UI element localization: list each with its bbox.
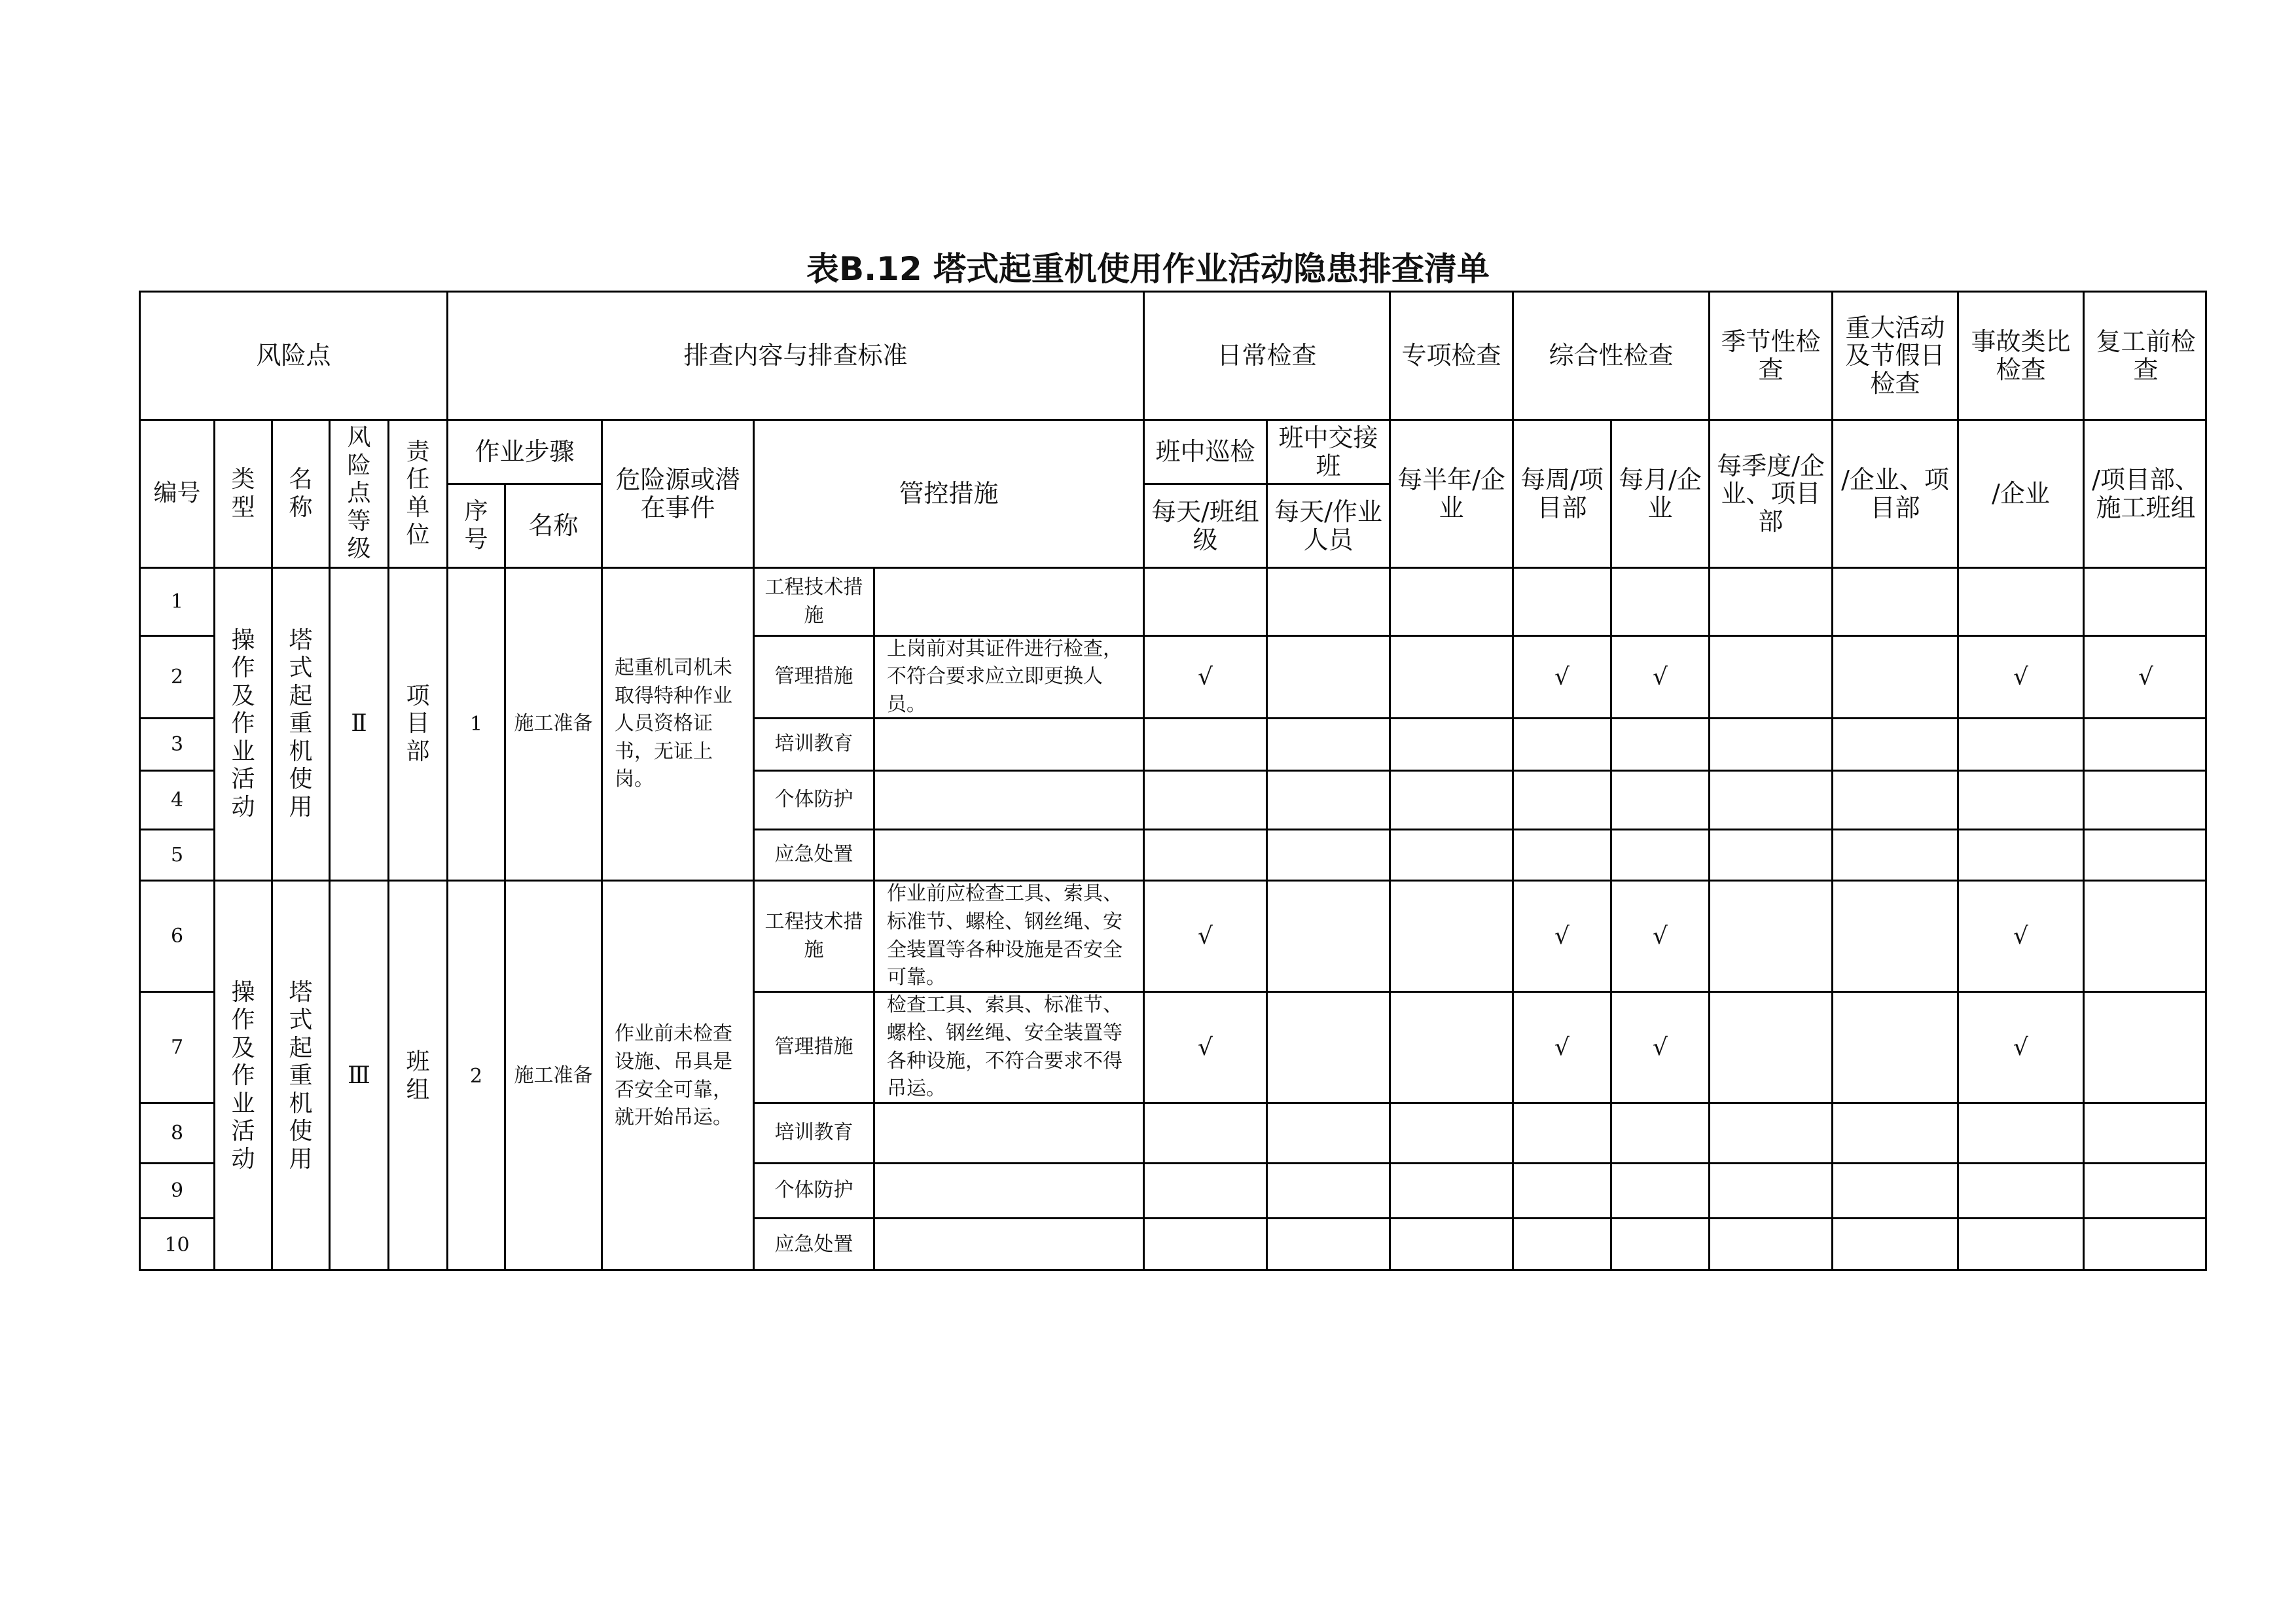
header-comprehensive-check: 综合性检查	[1512, 291, 1708, 419]
check-comp-weekly-cell	[1512, 770, 1610, 829]
measure-description	[873, 1162, 1143, 1217]
check-special-cell	[1389, 829, 1512, 880]
check-seasonal-cell	[1708, 770, 1831, 829]
measure-description	[873, 567, 1143, 635]
check-resume-cell	[2083, 991, 2207, 1102]
check-resume-cell: √	[2083, 635, 2207, 717]
header-shift-patrol-freq: 每天/班组级	[1143, 483, 1266, 567]
check-seasonal-cell	[1708, 1162, 1831, 1217]
row-number: 9	[139, 1162, 213, 1217]
responsible-unit: 项目部	[387, 567, 446, 880]
check-special-cell	[1389, 635, 1512, 717]
risk-level: Ⅲ	[329, 880, 387, 1271]
check-seasonal-cell	[1708, 991, 1831, 1102]
check-holiday-cell	[1831, 829, 1957, 880]
measure-description	[873, 770, 1143, 829]
row-number: 6	[139, 880, 213, 991]
check-seasonal-cell	[1708, 1217, 1831, 1271]
check-shift-handover-cell	[1266, 880, 1389, 991]
check-comp-monthly-cell	[1610, 1217, 1708, 1271]
step-name: 施工准备	[504, 567, 601, 880]
check-resume-cell	[2083, 567, 2207, 635]
check-shift-handover-cell	[1266, 991, 1389, 1102]
header-resume-check: 复工前检查	[2083, 291, 2207, 419]
check-special-cell	[1389, 880, 1512, 991]
check-shift-handover-cell	[1266, 1217, 1389, 1271]
check-comp-weekly-cell	[1512, 1102, 1610, 1162]
check-comp-monthly-cell	[1610, 1102, 1708, 1162]
check-accident-cell	[1957, 770, 2083, 829]
check-comp-weekly-cell	[1512, 567, 1610, 635]
header-comp-weekly: 每周/项目部	[1512, 419, 1610, 567]
check-resume-cell	[2083, 1102, 2207, 1162]
check-seasonal-cell	[1708, 567, 1831, 635]
header-accident-check: 事故类比检查	[1957, 291, 2083, 419]
check-special-cell	[1389, 717, 1512, 770]
measure-description	[873, 1102, 1143, 1162]
check-shift-patrol-cell	[1143, 829, 1266, 880]
check-holiday-cell	[1831, 567, 1957, 635]
check-seasonal-cell	[1708, 717, 1831, 770]
measure-category: 管理措施	[753, 635, 873, 717]
measure-description	[873, 1217, 1143, 1271]
row-number: 3	[139, 717, 213, 770]
check-accident-cell	[1957, 717, 2083, 770]
check-shift-handover-cell	[1266, 770, 1389, 829]
check-seasonal-cell	[1708, 1102, 1831, 1162]
check-comp-monthly-cell: √	[1610, 635, 1708, 717]
check-shift-patrol-cell	[1143, 1102, 1266, 1162]
row-number: 7	[139, 991, 213, 1102]
check-special-cell	[1389, 567, 1512, 635]
responsible-unit: 班组	[387, 880, 446, 1271]
row-number: 5	[139, 829, 213, 880]
measure-description	[873, 829, 1143, 880]
measure-category: 工程技术措施	[753, 567, 873, 635]
risk-type: 操作及作业活动	[213, 567, 271, 880]
check-special-cell	[1389, 1162, 1512, 1217]
header-seasonal-check: 季节性检查	[1708, 291, 1831, 419]
header-special-freq: 每半年/企业	[1389, 419, 1512, 567]
header-step-name: 名称	[504, 483, 601, 567]
check-comp-weekly-cell: √	[1512, 991, 1610, 1102]
header-seasonal-freq: 每季度/企业、项目部	[1708, 419, 1831, 567]
check-shift-handover-cell	[1266, 1102, 1389, 1162]
check-comp-weekly-cell	[1512, 1217, 1610, 1271]
check-special-cell	[1389, 1102, 1512, 1162]
row-number: 1	[139, 567, 213, 635]
check-accident-cell: √	[1957, 880, 2083, 991]
header-type: 类型	[213, 419, 271, 567]
header-special-check: 专项检查	[1389, 291, 1512, 419]
header-risk-point: 风险点	[139, 291, 446, 419]
row-number: 8	[139, 1102, 213, 1162]
header-risk-level: 风险点等级	[329, 419, 387, 567]
step-name: 施工准备	[504, 880, 601, 1271]
step-seq: 1	[446, 567, 504, 880]
check-holiday-cell	[1831, 880, 1957, 991]
header-holiday-freq: /企业、项目部	[1831, 419, 1957, 567]
measure-category: 应急处置	[753, 829, 873, 880]
header-shift-patrol: 班中巡检	[1143, 419, 1266, 483]
risk-name: 塔式起重机使用	[271, 567, 329, 880]
header-accident-freq: /企业	[1957, 419, 2083, 567]
check-holiday-cell	[1831, 770, 1957, 829]
header-daily-check: 日常检查	[1143, 291, 1389, 419]
check-holiday-cell	[1831, 991, 1957, 1102]
check-comp-monthly-cell	[1610, 770, 1708, 829]
check-accident-cell	[1957, 567, 2083, 635]
measure-description	[873, 717, 1143, 770]
measure-category: 培训教育	[753, 1102, 873, 1162]
check-accident-cell: √	[1957, 635, 2083, 717]
check-shift-handover-cell	[1266, 829, 1389, 880]
check-holiday-cell	[1831, 717, 1957, 770]
check-accident-cell	[1957, 1217, 2083, 1271]
hazard-description: 起重机司机未取得特种作业人员资格证书，无证上岗。	[601, 567, 753, 880]
header-hazard: 危险源或潜在事件	[601, 419, 753, 567]
check-comp-monthly-cell: √	[1610, 880, 1708, 991]
row-number: 4	[139, 770, 213, 829]
check-holiday-cell	[1831, 635, 1957, 717]
header-no: 编号	[139, 419, 213, 567]
check-resume-cell	[2083, 770, 2207, 829]
risk-level: Ⅱ	[329, 567, 387, 880]
measure-description: 作业前应检查工具、索具、标准节、螺栓、钢丝绳、安全装置等各种设施是否安全可靠。	[873, 880, 1143, 991]
header-work-steps: 作业步骤	[446, 419, 601, 483]
header-holiday-check: 重大活动及节假日检查	[1831, 291, 1957, 419]
check-resume-cell	[2083, 880, 2207, 991]
check-special-cell	[1389, 991, 1512, 1102]
check-shift-handover-cell	[1266, 1162, 1389, 1217]
header-name: 名称	[271, 419, 329, 567]
check-seasonal-cell	[1708, 880, 1831, 991]
row-number: 2	[139, 635, 213, 717]
measure-category: 个体防护	[753, 1162, 873, 1217]
measure-category: 个体防护	[753, 770, 873, 829]
header-resume-freq: /项目部、施工班组	[2083, 419, 2207, 567]
check-seasonal-cell	[1708, 635, 1831, 717]
header-responsible-unit: 责任单位	[387, 419, 446, 567]
check-shift-handover-cell	[1266, 635, 1389, 717]
check-resume-cell	[2083, 829, 2207, 880]
measure-description: 上岗前对其证件进行检查，不符合要求应立即更换人员。	[873, 635, 1143, 717]
check-accident-cell	[1957, 1162, 2083, 1217]
check-resume-cell	[2083, 1162, 2207, 1217]
check-comp-monthly-cell	[1610, 829, 1708, 880]
measure-category: 管理措施	[753, 991, 873, 1102]
check-comp-weekly-cell: √	[1512, 880, 1610, 991]
check-shift-patrol-cell: √	[1143, 991, 1266, 1102]
check-shift-patrol-cell	[1143, 567, 1266, 635]
check-shift-patrol-cell	[1143, 717, 1266, 770]
hazard-checklist-table	[139, 291, 2207, 1271]
check-comp-monthly-cell	[1610, 567, 1708, 635]
measure-category: 应急处置	[753, 1217, 873, 1271]
check-holiday-cell	[1831, 1102, 1957, 1162]
header-shift-handover-freq: 每天/作业人员	[1266, 483, 1389, 567]
check-seasonal-cell	[1708, 829, 1831, 880]
check-comp-weekly-cell: √	[1512, 635, 1610, 717]
check-shift-patrol-cell: √	[1143, 880, 1266, 991]
check-accident-cell	[1957, 1102, 2083, 1162]
check-resume-cell	[2083, 717, 2207, 770]
step-seq: 2	[446, 880, 504, 1271]
check-shift-patrol-cell	[1143, 770, 1266, 829]
check-comp-monthly-cell	[1610, 1162, 1708, 1217]
check-shift-patrol-cell: √	[1143, 635, 1266, 717]
risk-name: 塔式起重机使用	[271, 880, 329, 1271]
check-holiday-cell	[1831, 1217, 1957, 1271]
header-comp-monthly: 每月/企业	[1610, 419, 1708, 567]
risk-type: 操作及作业活动	[213, 880, 271, 1271]
measure-category: 工程技术措施	[753, 880, 873, 991]
check-accident-cell	[1957, 829, 2083, 880]
check-shift-patrol-cell	[1143, 1217, 1266, 1271]
check-comp-weekly-cell	[1512, 717, 1610, 770]
header-step-seq: 序号	[446, 483, 504, 567]
check-shift-patrol-cell	[1143, 1162, 1266, 1217]
check-special-cell	[1389, 770, 1512, 829]
check-special-cell	[1389, 1217, 1512, 1271]
header-inspection-content: 排查内容与排查标准	[446, 291, 1143, 419]
page-title: 表B.12 塔式起重机使用作业活动隐患排查清单	[806, 250, 1490, 288]
hazard-description: 作业前未检查设施、吊具是否安全可靠，就开始吊运。	[601, 880, 753, 1271]
check-shift-handover-cell	[1266, 717, 1389, 770]
measure-description: 检查工具、索具、标准节、螺栓、钢丝绳、安全装置等各种设施，不符合要求不得吊运。	[873, 991, 1143, 1102]
check-shift-handover-cell	[1266, 567, 1389, 635]
check-accident-cell: √	[1957, 991, 2083, 1102]
check-comp-weekly-cell	[1512, 1162, 1610, 1217]
header-shift-handover: 班中交接班	[1266, 419, 1389, 483]
header-control-measures: 管控措施	[753, 419, 1143, 567]
check-holiday-cell	[1831, 1162, 1957, 1217]
check-comp-weekly-cell	[1512, 829, 1610, 880]
check-comp-monthly-cell	[1610, 717, 1708, 770]
row-number: 10	[139, 1217, 213, 1271]
check-resume-cell	[2083, 1217, 2207, 1271]
measure-category: 培训教育	[753, 717, 873, 770]
check-comp-monthly-cell: √	[1610, 991, 1708, 1102]
